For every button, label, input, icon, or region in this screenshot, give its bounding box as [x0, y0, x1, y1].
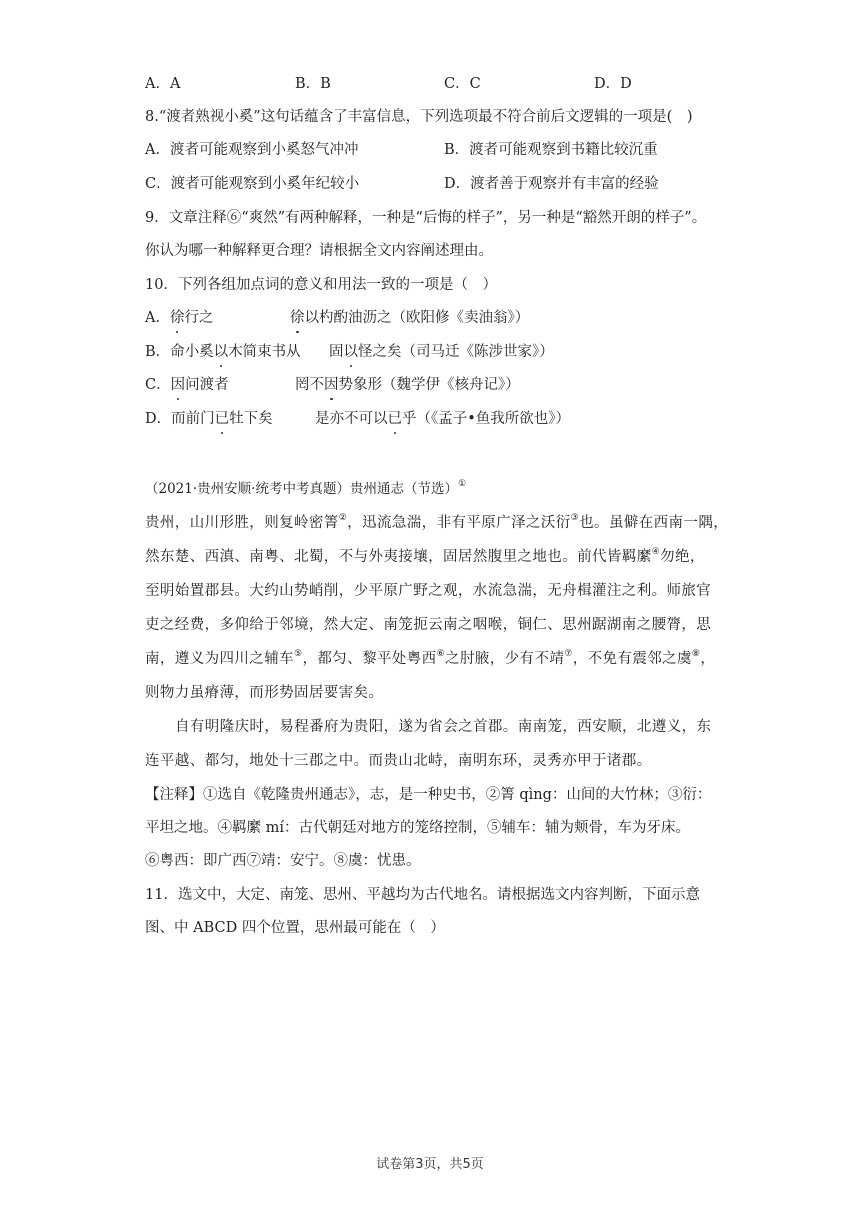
q10-b-dotted-word: 以 — [213, 344, 229, 360]
q11-line2: 图、中 ABCD 四个位置，思州最可能在（ ） — [145, 920, 445, 936]
notes-line2: 平坦之地。④羁縻 mí：古代朝廷对地方的笼络控制，⑤辅车：辅为颊骨，车为牙床。 — [145, 820, 690, 836]
q10-d-compare — [315, 409, 570, 429]
q10-option-d — [145, 409, 571, 429]
note-ref: ⑤ — [294, 649, 303, 659]
notes-line3: ⑥粤西：即广西⑦靖：安宁。⑧虞：忧患。 — [145, 853, 421, 869]
q10-d-text-3: 是亦不可以 — [315, 411, 388, 427]
q10-d-label: D． — [145, 411, 172, 427]
passage-p1-line1 — [145, 513, 728, 533]
passage-source-note-ref: ① — [457, 479, 467, 489]
q10-d-text-4: 乎（《孟子•鱼我所欲也》） — [402, 411, 571, 427]
passage-text: 然东楚、西滇、南粤、北蜀，不与外夷接壤，固居然腹里之地也。前代皆羁縻 — [145, 549, 652, 565]
page-footer: 试卷第3页，共5页 — [376, 1157, 484, 1172]
passage-text: 南，遵义为四川之辅车 — [145, 651, 294, 667]
notes-line1: 【注释】①选自《乾隆贵州通志》，志，是一种史书，②箐 qìng：山间的大竹林；③衍： — [145, 787, 712, 803]
q7-option-d: D．D — [594, 76, 632, 92]
passage-text: ， — [700, 651, 716, 667]
passage-text: 至明始置郡县。大约山势峭削，少平原广野之观，水流急湍，无舟楫灌注之利。师旅官 — [145, 583, 712, 599]
passage-p1-line3 — [145, 581, 711, 601]
passage-text: 之肘腋，少有不靖 — [445, 651, 565, 667]
q10-c-text-3: 势象形（魏学伊《核舟记》） — [338, 377, 520, 393]
q10-a-dotted-word-2: 徐 — [290, 310, 305, 326]
q10-a-dotted-word: 徐 — [169, 310, 185, 326]
q10-option-c — [145, 375, 520, 395]
q8-option-a: A．渡者可能观察到小奚怒气冲冲 — [145, 142, 359, 158]
passage-p2-line1: 自有明隆庆时，易程番府为贵阳，遂为省会之首郡。南南笼，西安顺，北遵义，东 — [175, 719, 712, 735]
q10-a-text: 行之 — [184, 310, 214, 326]
q10-a-label: A． — [145, 310, 170, 326]
q10-option-b — [145, 342, 554, 362]
q10-d-dotted-word: 已 — [214, 411, 230, 427]
q7-option-b: B．B — [295, 76, 331, 92]
q7-option-a: A．A — [145, 76, 181, 92]
q8-stem: 8.“渡者熟视小奚”这句话蕴含了丰富信息，下列选项最不符合前后文逻辑的一项是( ) — [145, 109, 693, 125]
q10-c-text: 问渡者 — [185, 377, 229, 393]
passage-source — [145, 479, 466, 499]
q10-b-text-2: 木简束书从 — [228, 344, 301, 360]
passage-p2-line2: 连平越、都匀，地处十三郡之中。而贵山北峙，南明东环，灵秀亦甲于诸郡。 — [145, 753, 652, 769]
note-ref: ⑦ — [564, 649, 573, 659]
q10-b-dotted-word-2: 以 — [343, 344, 358, 360]
q10-c-compare — [295, 375, 520, 395]
note-ref: ③ — [570, 513, 580, 523]
q8-option-b: B．渡者可能观察到书籍比较沉重 — [444, 142, 658, 158]
note-ref: ⑥ — [436, 649, 446, 659]
q10-a-compare — [290, 308, 529, 328]
q10-d-dotted-word-2: 已 — [387, 411, 402, 427]
q10-stem: 10．下列各组加点词的意义和用法一致的一项是（ ） — [145, 277, 497, 293]
q10-b-text-4: 怪之矣（司马迁《陈涉世家》） — [358, 344, 554, 360]
q10-c-text-2: 罔不 — [295, 377, 324, 393]
q10-option-a — [145, 308, 530, 328]
q10-b-text: 命小奚 — [170, 344, 214, 360]
q9-line2: 你认为哪一种解释更合理？请根据全文内容阐述理由。 — [145, 243, 493, 259]
q10-d-text: 而前门 — [171, 411, 215, 427]
q10-b-compare — [329, 342, 554, 362]
q7-option-c: C．C — [444, 76, 481, 92]
note-ref: ② — [338, 513, 348, 523]
passage-text: 吏之经费，多仰给于邻境，然大定、南笼扼云南之咽喉，铜仁、思州踞湖南之腰膂，思 — [145, 617, 712, 633]
passage-text: 则物力虽瘠薄，而形势固居要害矣。 — [145, 685, 384, 701]
passage-text: 贵州，山川形胜，则复岭密箐 — [145, 515, 339, 531]
q9-line1: 9．文章注释⑥“爽然”有两种解释，一种是“后悔的样子”，另一种是“豁然开朗的样子”。 — [145, 210, 707, 226]
q10-c-label: C． — [145, 377, 171, 393]
q10-b-text-3: 固 — [329, 344, 344, 360]
note-ref: ⑧ — [691, 649, 701, 659]
q10-d-text-2: 牡下矣 — [229, 411, 273, 427]
passage-p1-line6 — [145, 683, 383, 703]
q8-option-c: C．渡者可能观察到小奚年纪较小 — [145, 176, 360, 192]
q11-line1: 11．选文中，大定、南笼、思州、平越均为古代地名。请根据选文内容判断，下面示意 — [145, 887, 700, 903]
passage-text: 也。虽僻在西南一隅， — [579, 515, 729, 531]
q8-option-d: D．渡者善于观察并有丰富的经验 — [444, 176, 659, 192]
passage-source-text: （2021·贵州安顺·统考中考真题）贵州通志（节选） — [145, 481, 458, 497]
note-ref: ④ — [651, 547, 661, 557]
passage-p1-line4 — [145, 615, 711, 635]
q10-c-dotted-word-2: 因 — [324, 377, 339, 393]
passage-text: ，不免有震邻之虞 — [572, 651, 692, 667]
passage-p1-line2 — [145, 547, 705, 567]
q10-c-dotted-word: 因 — [170, 377, 186, 393]
q10-a-text-2: 以杓酌油沥之（欧阳修《卖油翁》） — [304, 310, 530, 326]
q10-b-label: B． — [145, 344, 171, 360]
passage-text: ，都匀、黎平处粤西 — [302, 651, 437, 667]
passage-p1-line5 — [145, 649, 715, 669]
passage-text: ，迅流急湍，非有平原广泽之沃衍 — [347, 515, 571, 531]
passage-text: 勿绝， — [660, 549, 705, 565]
